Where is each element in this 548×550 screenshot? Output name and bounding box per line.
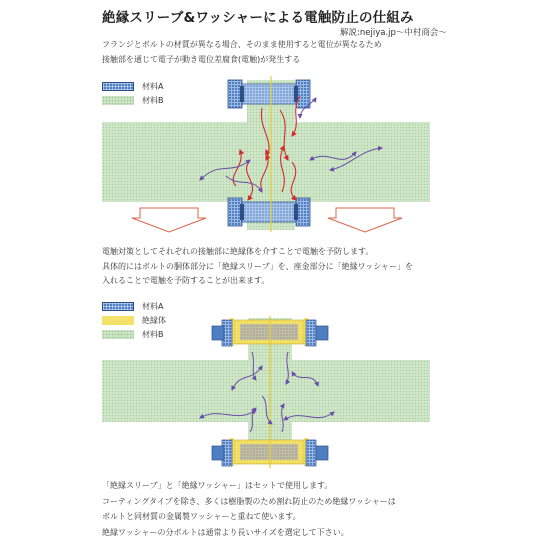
intro-line: フランジとボルトの材質が異なる場合、そのまま使用すると電位が異なるため (102, 40, 382, 49)
legend-label: 材料A (142, 302, 164, 311)
footer-text (102, 478, 396, 540)
footer-line: 絶縁ワッシャーの分ボルトは通常より長いサイズを選定して下さい。 (102, 527, 349, 537)
footer-line: コーティングタイプを除き、多くは樹脂製のため割れ防止のため絶縁ワッシャーは (102, 496, 396, 506)
intro-line: 接触部を通じて電子が動き電位差腐食(電触)が発生する (102, 54, 301, 64)
middle-text (102, 245, 413, 289)
insulator-swatch (102, 316, 134, 325)
bolt-top (228, 80, 310, 108)
footer-line: 「絶縁スリーブ」と「絶縁ワッシャー」はセットで使用します。 (102, 481, 333, 490)
legend-label: 材料B (142, 96, 164, 105)
middle-line: 具体的にはボルトの胴体部分に「絶縁スリーブ」を、座金部分に「絶縁ワッシャー」を (102, 261, 414, 271)
material-a-swatch (102, 302, 134, 311)
material-b-swatch (102, 330, 134, 339)
middle-line: 入れることで電触を予防することが出来ます。 (102, 276, 270, 285)
bolt-bottom (228, 198, 310, 226)
page-title: 絶縁スリーブ&ワッシャーによる電触防止の仕組み (102, 10, 414, 26)
credit: 解説:nejiya.jp〜中村商会〜 (340, 28, 447, 38)
material-a-swatch (102, 82, 134, 91)
legend-label: 絶縁体 (142, 316, 166, 325)
down-arrow-right (328, 208, 402, 232)
material-b-swatch (102, 96, 134, 105)
middle-line: 電触対策としてそれぞれの接触部に絶縁体を介すことで電触を予防します。 (102, 247, 374, 256)
down-arrow-left (132, 208, 206, 232)
legend-label: 材料A (142, 82, 164, 91)
footer-line: ボルトと同材質の金属製ワッシャーと重ねて使います。 (102, 512, 301, 521)
legend-label: 材料B (142, 330, 164, 339)
